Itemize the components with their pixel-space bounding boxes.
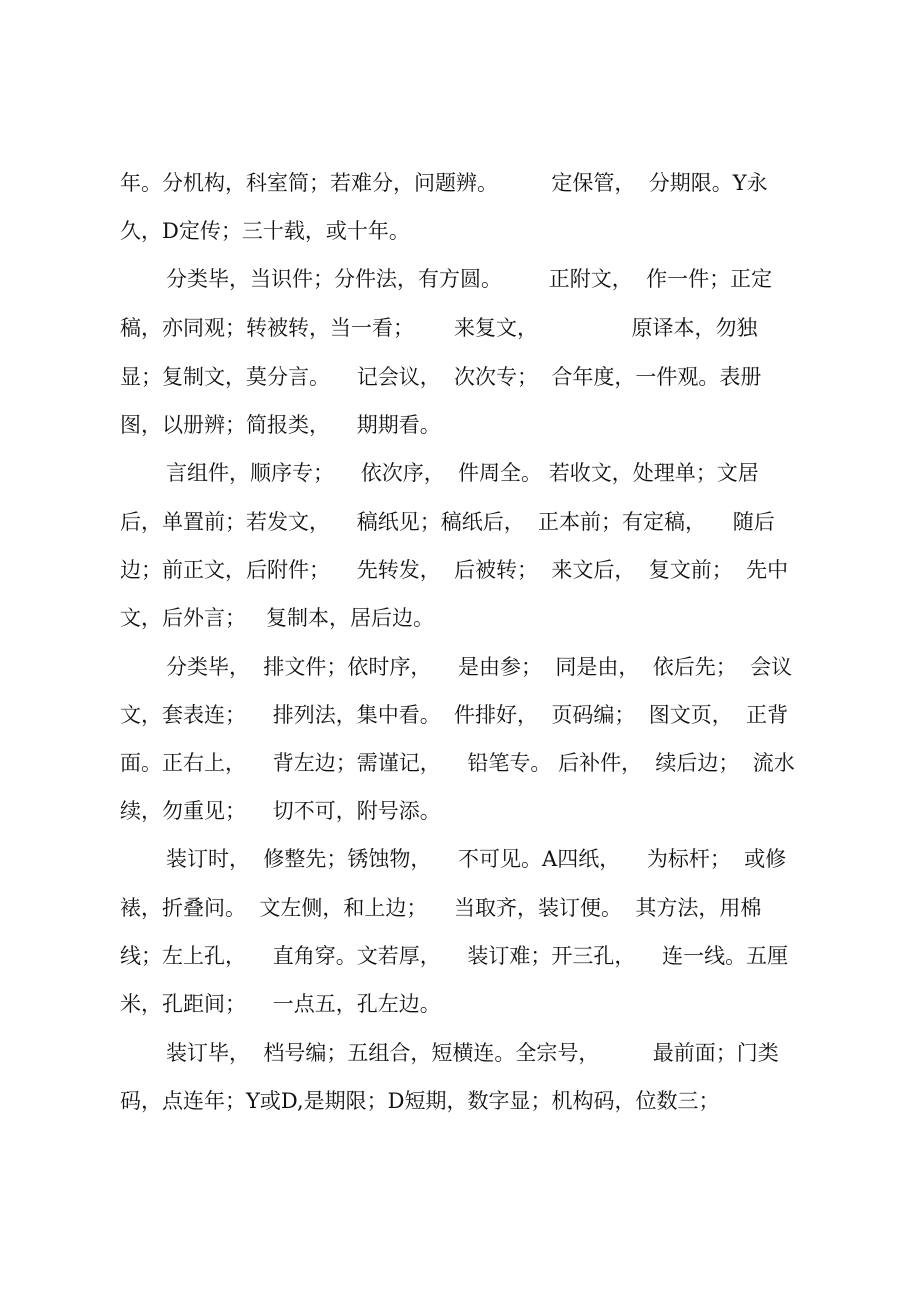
paragraph-2-line-3: 显；复制文，莫分言。 记会议， 次次专； 合年度，一件观。表册 <box>120 365 762 389</box>
paragraph-5-line-1: 装订时， 修整先；锈蚀物， 不可见。A四纸， 为标杆； 或修 <box>166 847 787 871</box>
paragraph-4-line-3: 面。正右上， 背左边；需谨记， 铅笔专。 后补件， 续后边； 流水 <box>120 751 795 775</box>
paragraph-3-line-3: 边；前正文，后附件； 先转发， 后被转； 来文后， 复文前； 先中 <box>120 558 789 582</box>
paragraph-3-line-4: 文，后外言； 复制本，居后边。 <box>120 606 435 630</box>
paragraph-5-line-3: 线；左上孔， 直角穿。文若厚， 装订难；开三孔， 连一线。五厘 <box>120 944 789 968</box>
text-line-2: 久，D定传；三十载，或十年。 <box>120 219 410 243</box>
paragraph-4-line-2: 文，套表连； 排列法，集中看。 件排好， 页码编； 图文页， 正背 <box>120 703 789 727</box>
paragraph-3-line-2: 后，单置前；若发文， 稿纸见；稿纸后， 正本前；有定稿， 随后 <box>120 510 775 534</box>
paragraph-5-line-4: 米，孔距间； 一点五，孔左边。 <box>120 992 441 1016</box>
paragraph-3-line-1: 言组件，顺序专； 依次序， 件周全。 若收文，处理单；文居 <box>166 461 759 485</box>
paragraph-6-line-1: 装订毕， 档号编；五组合，短横连。全宗号， 最前面；门类 <box>166 1041 779 1065</box>
text-line-1: 年。分机构，科室简；若难分，问题辨。 定保管， 分期限。Y永 <box>120 171 768 195</box>
paragraph-4-line-4: 续，勿重见； 切不可，附号添。 <box>120 799 441 823</box>
paragraph-2-line-1: 分类毕，当识件；分件法，有方圆。 正附文， 作一件；正定 <box>166 267 773 291</box>
paragraph-2-line-4: 图，以册辨；简报类， 期期看。 <box>120 413 441 437</box>
paragraph-2-line-2: 稿，亦同观；转被转，当一看； 来复文， 原译本，勿独 <box>120 316 758 340</box>
paragraph-4-line-1: 分类毕， 排文件；依时序， 是由参； 同是由， 依后先； 会议 <box>166 655 793 679</box>
paragraph-5-line-2: 裱，折叠问。 文左侧，和上边； 当取齐，装订便。 其方法，用棉 <box>120 896 762 920</box>
paragraph-6-line-2: 码，点连年；Y或D,是期限；D短期，数字显；机构码，位数三； <box>120 1089 720 1113</box>
